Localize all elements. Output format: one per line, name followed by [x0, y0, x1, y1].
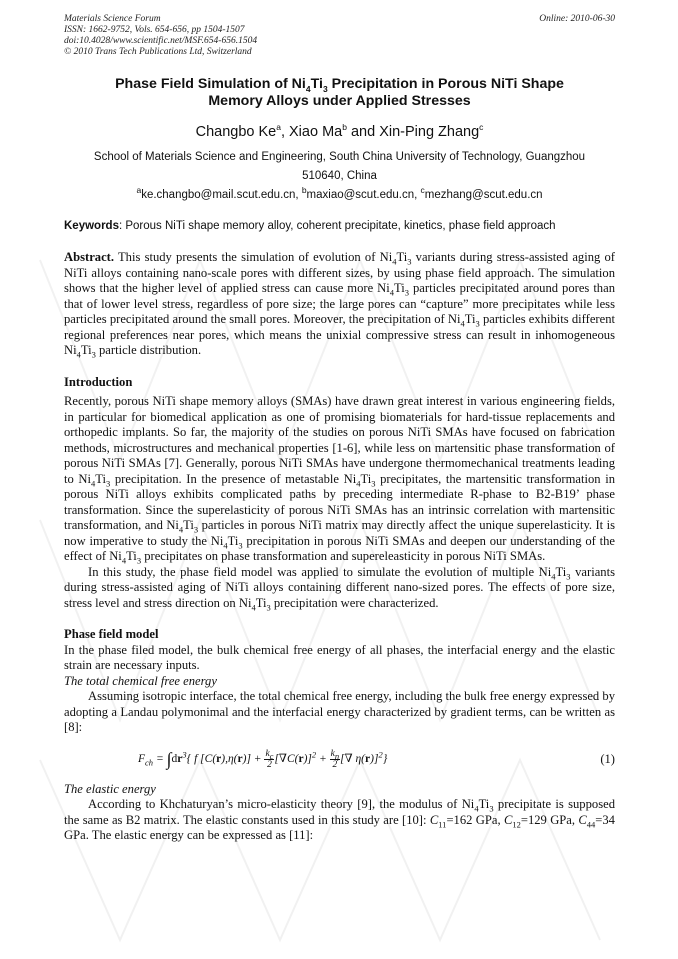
phase-field-heading: Phase field model — [64, 627, 159, 641]
abstract-paragraph: Abstract. This study presents the simulation of evolution of $Ni_4Ti_3$ variants during stress-assisted aging of NiTi alloys containing nano-scale pores with different sizes, by using phase field approach. The simulation shows that the higher level of applied stress can cause more $Ni_4Ti_3$ particles precipitated around pores than that of lower level stress, regardless of pore size; the large pores can “capture” more precipitates while less particles precipitated around the small pores. Moreover, the precipitation of $Ni_4Ti_3$ particles exhibits different regional preferences near pores, which means the unixial compressive stress can result in inhomogeneous $Ni_4Ti_3$ particle distribution. — [64, 250, 615, 360]
author-emails: $^a$ke.changbo@mail.scut.edu.cn, $^b$maxiao@scut.edu.cn, $^c$mezhang@scut.edu.cn — [136, 185, 543, 201]
paper-title: Phase Field Simulation of $Ni_4Ti_3$ Precipitation in Porous NiTi Shape Memory Alloys under Applied Stresses — [115, 76, 564, 109]
elastic-energy-subheading: The elastic energy — [64, 781, 156, 796]
phase-field-paragraph-1: In the phase filed model, the bulk chemical free energy of all phases, the interfacial energy and the elastic strain are necessary inputs. — [64, 642, 615, 672]
equation-body: $F_{ch} = \int dr^3${ f [C(r),η(r)] + $\frac{k_c}{2}[\nabla C(r)]^2$ + $\frac{k_\eta}{2}[\nabla$ η(r)]$^2$} — [138, 749, 388, 770]
equation-number: (1) — [600, 752, 615, 766]
introduction-paragraph-1: Recently, porous NiTi shape memory alloys (SMAs) have drawn great interest in various engineering fields, in particular for biomedical application as one of promising biomaterials for hard-tissue replacements and orthopedic implants. So far, the majority of the studies on porous NiTi SMAs have focused on fabrication methods, microstructures and mechanical properties [1-6], while less on martensitic phase transformation of porous NiTi SMAs [7]. Generally, porous NiTi SMAs have undergone thermomechanical treatments leading to $Ni_4Ti_3$ precipitation. In the presence of metastable $Ni_4Ti_3$ precipitates, the martensitic transformation in porous NiTi alloys exhibits complicated paths by preceding intermediate R-phase to B2-B19’ phase transformation. Since the superelasticity of porous NiTi SMAs has an intrinsic correlation with martensitic transformation, and $Ni_4Ti_3$ particles in porous NiTi matrix may directly affect the unique superelasticity. It is now imperative to study the $Ni_4Ti_3$ precipitation in porous NiTi SMAs and deepen our understanding of the effect of $Ni_4Ti_3$ precipitates on phase transformation and supereleasticity in porous NiTi SMAs. — [64, 394, 616, 566]
keywords: Keywords: Porous NiTi shape memory alloy, coherent precipitate, kinetics, phase field approach — [64, 220, 556, 232]
introduction-paragraph-2: In this study, the phase field model was applied to simulate the evolution of multiple $Ni_4Ti_3$ variants during stress-assisted aging of NiTi alloys containing different nano-sized pores. The effects of pore size, stress level and stress direction on $Ni_4Ti_3$ precipitation were characterized. — [64, 564, 615, 613]
journal-header — [64, 14, 615, 58]
introduction-heading: Introduction — [64, 374, 133, 389]
chemical-energy-paragraph: Assuming isotropic interface, the total chemical free energy, including the bulk free energy expressed by adopting a Landau polymonimal and the interfacial energy characterized by gradient terms, can be written as [8]: — [64, 689, 615, 734]
fraction-keta: $\frac{k_\eta}{2}$ — [330, 749, 340, 770]
chemical-energy-subheading: The total chemical free energy — [64, 673, 217, 688]
equation-1 — [64, 740, 615, 780]
issn-line: ISSN: 1662-9752, Vols. 654-656, pp 1504-1507 — [64, 25, 245, 35]
journal-name: Materials Science Forum — [64, 14, 161, 24]
affiliation: School of Materials Science and Engineering, South China University of Technology, Guangzhou 510640, China $^a$ke.changbo@mail.scut.edu.cn, $^b$maxiao@scut.edu.cn, $^c$mezhang@scut.edu.cn — [64, 148, 615, 205]
elastic-energy-paragraph: According to Khchaturyan’s micro-elasticity theory [9], the modulus of $Ni_4Ti_3$ precipitate is supposed the same as B2 matrix. The elastic constants used in this study are [10]: $C_{11}=162$ GPa, $C_{12}=129$ GPa, $C_{44}=34$ GPa. The elastic energy can be expressed as [11]: — [64, 797, 615, 842]
paper-page — [64, 14, 615, 844]
author-list: Changbo Ke$^a$, Xiao Ma$^b$ and Xin-Ping Zhang$^c$ — [195, 122, 484, 140]
copyright-line: © 2010 Trans Tech Publications Ltd, Switzerland — [64, 47, 252, 57]
online-date: Online: 2010-06-30 — [539, 14, 615, 24]
fraction-kc: $\frac{k_c}{2}$ — [265, 749, 274, 770]
doi-line: doi:10.4028/www.scientific.net/MSF.654-656.1504 — [64, 36, 258, 46]
